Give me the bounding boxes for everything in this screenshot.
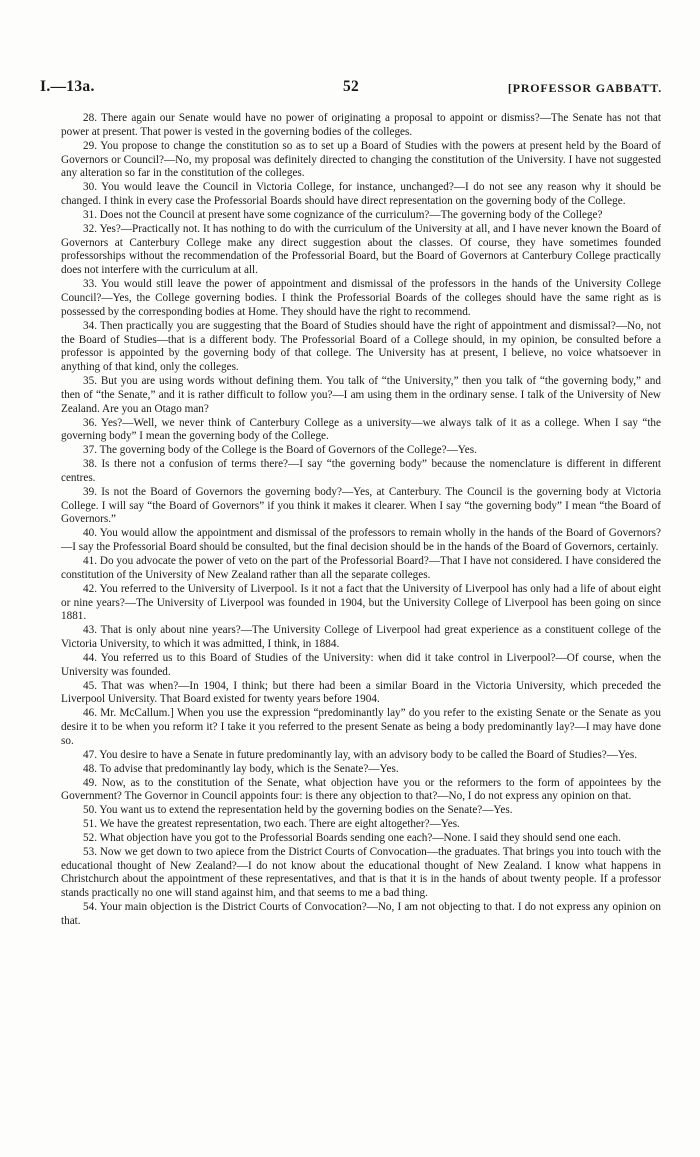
question-32: 32. Yes?—Practically not. It has nothing to do with the curriculum of the University at all, and I have never known the Board of Governors at Canterbury College make any direct suggestion about the classes. Of course, they have sometimes founded professorships without the recommendation of the Professorial Board, but the Board of Governors at Canterbury College practically does not interfere with the curriculum at all. <box>61 222 661 277</box>
question-49: 49. Now, as to the constitution of the Senate, what objection have you or the reformers to the form of appointees by the Government? The Governor in Council appoints four: is there any objection to that?—No, I do not express any opinion on that. <box>61 776 661 803</box>
question-35: 35. But you are using words without defining them. You talk of “the University,” then you talk of “the governing body,” and then of “the Senate,” and it is rather difficult to follow you?—I am using them in the ordinary sense. I talk of the University of New Zealand. Are you an Otago man? <box>61 375 661 415</box>
question-42: 42. You referred to the University of Liverpool. Is it not a fact that the University of Liverpool has only had a life of about eight or nine years?—The University of Liverpool was founded in 1904, but the University College of Liverpool has been going on since 1881. <box>61 582 661 623</box>
question-30: 30. You would leave the Council in Victoria College, for instance, unchanged?—I do not see any reason why it should be changed. I think in every case the Professorial Boards should have direct representation on the governing body of the College. <box>61 181 661 208</box>
question-41: 41. Do you advocate the power of veto on the part of the Professorial Board?—That I have not considered. I have considered the constitution of the University of New Zealand rather than all the separate colleges. <box>61 555 661 581</box>
witness-name: [PROFESSOR GABBATT. <box>507 81 662 95</box>
question-53: 53. Now we get down to two apiece from the District Courts of Convocation—the graduates. That brings you into touch with the educational thought of New Zealand?—I do not know about the educational thought of New Zealand. I know what happens in Christchurch about the appointment of these representatives, and that is that it is in the hands of about twenty people. If a professor stands practically no one will stand against him, and that seems to me a bad thing. <box>61 845 661 900</box>
question-54: 54. Your main objection is the District Courts of Convocation?—No, I am not objecting to that. I do not express any opinion on that. <box>61 901 661 927</box>
question-38: 38. Is there not a confusion of terms there?—I say “the governing body” because the nomenclature is different in different centres. <box>61 458 661 484</box>
question-29: 29. You propose to change the constitution so as to set up a Board of Studies with the powers at present held by the Board of Governors or Council?—No, my proposal was definitely directed to changing the constitution of the University. I have not suggested any alteration so far in the constitution of the colleges. <box>61 139 661 180</box>
paper-reference: I.—13a. <box>40 78 95 95</box>
question-46: 46. Mr. McCallum.] When you use the expression “predominantly lay” do you refer to the existing Senate or the Senate as you desire it to be when you reform it? I take it you referred to the present Senate as being a body predominantly lay?—I may have done so. <box>61 707 661 747</box>
question-36: 36. Yes?—Well, we never think of Canterbury College as a university—we always talk of it as a college. When I say “the governing body” I mean the governing body of the College. <box>61 416 661 443</box>
question-47: 47. You desire to have a Senate in future predominantly lay, with an advisory body to be called the Board of Studies?—Yes. <box>83 748 637 761</box>
question-48: 48. To advise that predominantly lay body, which is the Senate?—Yes. <box>83 762 399 775</box>
question-34: 34. Then practically you are suggesting that the Board of Studies should have the right of appointment and dismissal?—No, not the Board of Studies—that is a different body. The Professorial Board of a College should, in my opinion, be consulted before a professor is appointed by the governing body of that college. The University has at present, I believe, no voice whatsoever in anything of that kind, only the colleges. <box>61 319 661 374</box>
question-39: 39. Is not the Board of Governors the governing body?—Yes, at Canterbury. The Council is the governing body at Victoria College. I will say “the Board of Governors” if you think it makes it clearer. When I say “the governing body” I mean “the Board of Governors.” <box>61 485 661 526</box>
question-33: 33. You would still leave the power of appointment and dismissal of the professors in the hands of the University College Council?—Yes, the College governing bodies. I think the Professorial Boards of the colleges should have the same right as is possessed by the corresponding bodies at Home. They should have the right to recommend. <box>61 278 661 318</box>
page-header <box>40 78 662 100</box>
question-44: 44. You referred us to this Board of Studies of the University: when did it take control in Liverpool?—Of course, when the University was founded. <box>61 651 661 678</box>
question-45: 45. That was when?—In 1904, I think; but there had been a similar Board in the Victoria University, which preceded the Liverpool University. That Board existed for twenty years before 1904. <box>61 679 661 706</box>
question-37: 37. The governing body of the College is the Board of Governors of the College?—Yes. <box>83 444 477 457</box>
evidence-text <box>61 112 661 929</box>
question-31: 31. Does not the Council at present have some cognizance of the curriculum?—The governing body of the College? <box>83 208 603 221</box>
question-50: 50. You want us to extend the representation held by the governing bodies on the Senate?—Yes. <box>83 804 513 817</box>
question-51: 51. We have the greatest representation, two each. There are eight altogether?—Yes. <box>83 818 460 831</box>
question-43: 43. That is only about nine years?—The University College of Liverpool had great experience as a constituent college of the Victoria University, to which it was admitted, I think, in 1884. <box>61 624 661 651</box>
page-number: 52 <box>342 78 360 95</box>
question-40: 40. You would allow the appointment and dismissal of the professors to remain wholly in the hands of the Board of Governors?—I say the Professorial Board should be consulted, but the final decision should be in the hands of the Board of Governors, certainly. <box>61 527 661 554</box>
question-28: 28. There again our Senate would have no power of originating a proposal to appoint or dismiss?—The Senate has not that power at present. That power is vested in the governing bodies of the colleges. <box>61 112 661 138</box>
question-52: 52. What objection have you got to the Professorial Boards sending one each?—None. I said they should send one each. <box>83 831 621 844</box>
